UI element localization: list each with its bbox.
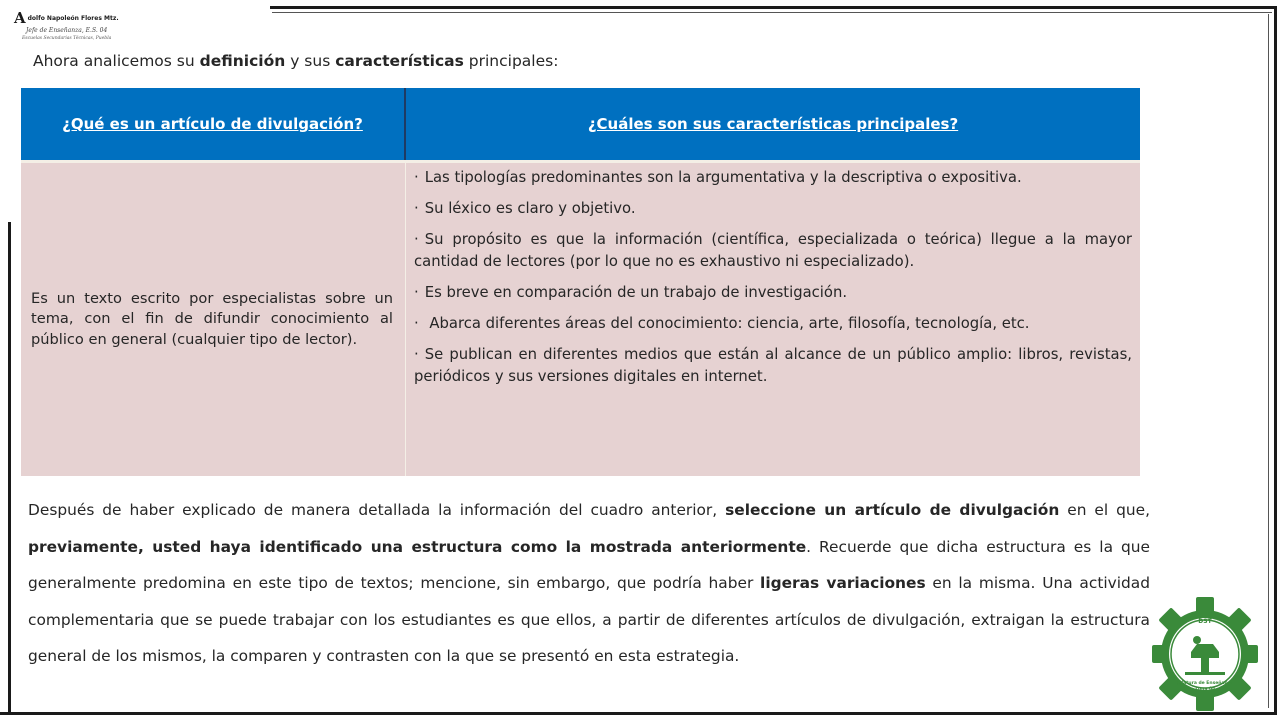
bullet-marker: · <box>414 346 419 363</box>
author-logo <box>14 9 119 48</box>
bullet-marker: · <box>414 231 419 248</box>
author-logo-institution: Escuelas Secundarias Técnicas, Puebla <box>22 36 112 41</box>
bullet-marker: · <box>414 169 419 186</box>
table-column-divider <box>405 163 406 476</box>
definition-table <box>21 88 1140 476</box>
characteristic-item <box>414 198 1132 220</box>
gear-icon <box>1151 596 1259 712</box>
characteristic-text: Su propósito es que la información (científica, especializada o teórica) llegue a la mayor cantidad de lectores (por lo que no es exhaustivo ni especializado). <box>414 231 1132 270</box>
characteristic-item <box>414 344 1132 388</box>
para-bold-variations: ligeras variaciones <box>760 574 926 592</box>
intro-text-1: Ahora analicemos su <box>33 52 200 70</box>
frame-right-line <box>1274 6 1277 714</box>
frame-right-inner-line <box>1268 14 1269 708</box>
author-logo-role: Jefe de Enseñanza, E.S. 04 <box>26 27 108 34</box>
table-cell-definition <box>31 163 393 476</box>
intro-bold-definition: definición <box>199 52 286 70</box>
gear-bottom-text: Jefatura de Enseñanza <box>1176 681 1234 686</box>
definition-text: Es un texto escrito por especialistas sobre un tema, con el fin de difundir conocimiento al público en general (cualquier tipo de lector). <box>31 289 393 348</box>
para-text-3: . Recuerde que dicha estructura es la que generalmente predomina en este tipo de textos; mencione, sin embargo, que podría haber <box>28 537 1150 592</box>
author-logo-name: dolfo Napoleón Flores Mtz. <box>27 14 119 22</box>
para-text-4: en la misma. Una actividad complementaria que se puede trabajar con los estudiantes es que ellos, a partir de diferentes artículos de divulgación, extraigan la estructura general de los mismos, la comparen y contrasten con la que se presentó en esta estrategia. <box>28 574 1150 665</box>
para-bold-select-article: seleccione un artículo de divulgación <box>725 501 1060 519</box>
characteristic-text: Es breve en comparación de un trabajo de investigación. <box>424 284 848 301</box>
intro-text-2: y sus <box>285 52 336 70</box>
table-header-characteristics <box>406 88 1140 160</box>
intro-text-3: principales: <box>463 52 559 70</box>
characteristic-text: Las tipologías predominantes son la argumentativa y la descriptiva o expositiva. <box>424 169 1022 186</box>
intro-bold-characteristics: características <box>335 52 464 70</box>
frame-top-inner-line <box>272 12 1272 13</box>
characteristic-item <box>414 167 1132 189</box>
characteristic-item <box>414 313 1132 335</box>
frame-bottom-line <box>0 712 1277 715</box>
bullet-marker: · <box>414 315 419 332</box>
gear-sub-text: Zona 04 <box>1194 687 1216 692</box>
bullet-marker: · <box>414 200 419 217</box>
frame-left-line <box>8 222 11 715</box>
characteristic-text: Se publican en diferentes medios que están al alcance de un público amplio: libros, revistas, periódicos y sus versiones digitales en internet. <box>414 346 1132 385</box>
table-header-definition-label: ¿Qué es un artículo de divulgación? <box>62 115 363 133</box>
author-logo-initial: A <box>14 9 26 27</box>
characteristic-item <box>414 229 1132 273</box>
gear-emblem-logo <box>1151 596 1259 712</box>
gear-top-text: DST <box>1198 618 1212 625</box>
table-header-definition <box>21 88 404 160</box>
bullet-marker: · <box>414 284 419 301</box>
characteristic-item <box>414 282 1132 304</box>
table-header-characteristics-label: ¿Cuáles son sus características principales? <box>587 115 959 133</box>
author-logo-title <box>14 9 119 27</box>
frame-top-line <box>270 6 1275 9</box>
para-text-2: en el que, <box>1059 501 1151 519</box>
table-cell-characteristics <box>414 167 1132 397</box>
intro-sentence <box>33 49 733 73</box>
characteristic-text: Abarca diferentes áreas del conocimiento: ciencia, arte, filosofía, tecnología, etc. <box>424 315 1030 332</box>
instructions-paragraph <box>28 492 1150 675</box>
para-bold-identified-structure: previamente, usted haya identificado una estructura como la mostrada anteriormente <box>28 537 807 556</box>
characteristic-text: Su léxico es claro y objetivo. <box>424 200 636 217</box>
para-text-1: Después de haber explicado de manera detallada la información del cuadro anterior, <box>28 501 726 519</box>
